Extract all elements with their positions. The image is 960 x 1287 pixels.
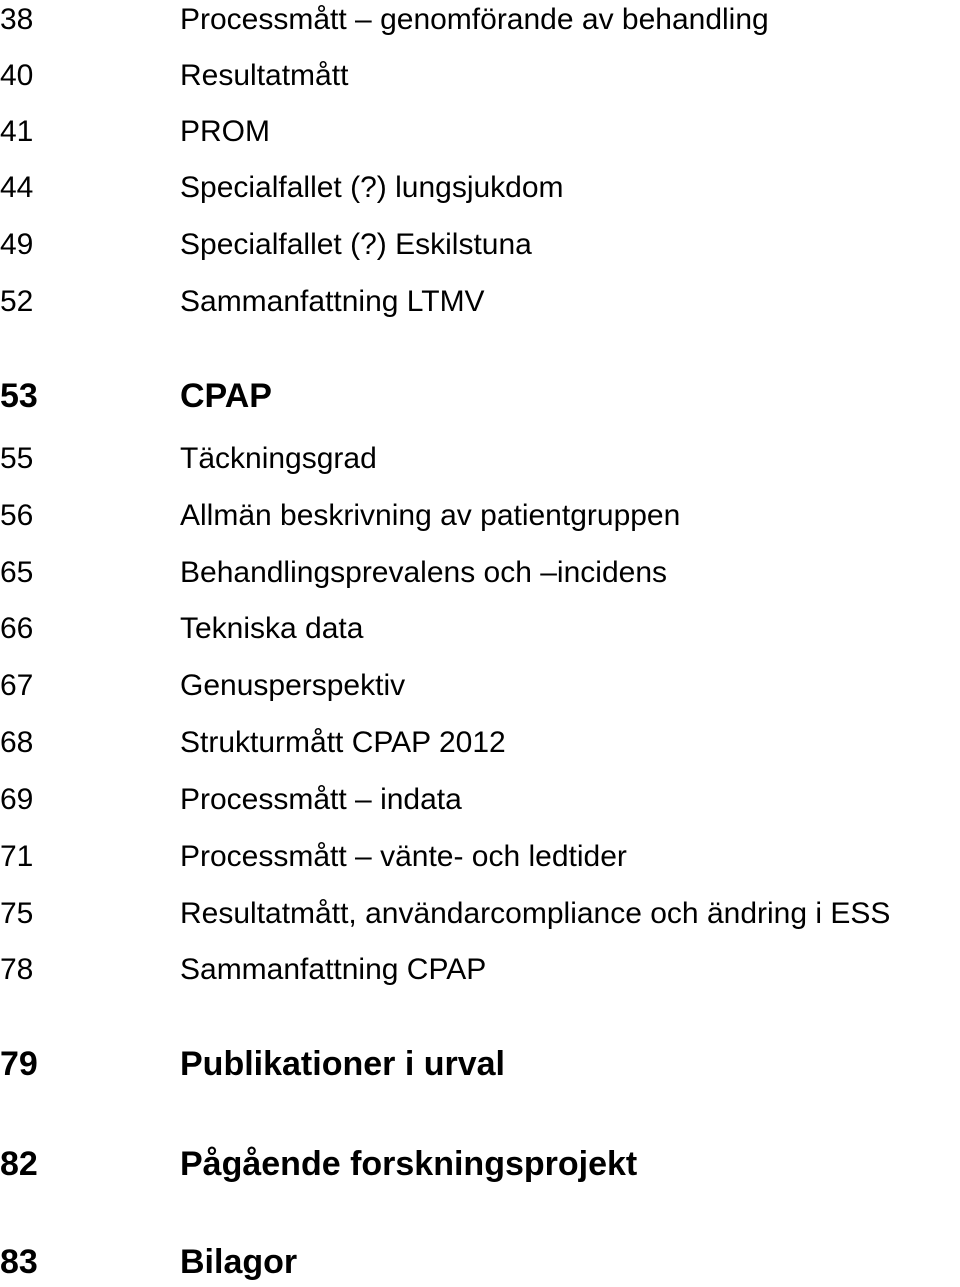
toc-page-number: 79 xyxy=(0,1045,38,1083)
toc-entry xyxy=(0,225,960,265)
toc-entry xyxy=(0,950,960,990)
toc-page-number: 82 xyxy=(0,1145,38,1183)
toc-page-number: 83 xyxy=(0,1243,38,1281)
toc-page-number: 78 xyxy=(0,953,34,986)
toc-entry-title: Täckningsgrad xyxy=(180,442,377,475)
toc-entry xyxy=(0,553,960,593)
toc-entry-title: Resultatmått xyxy=(180,59,349,92)
toc-entry xyxy=(0,496,960,536)
toc-entry-title: Strukturmått CPAP 2012 xyxy=(180,726,506,759)
toc-page-number: 56 xyxy=(0,499,34,532)
toc-page-number: 69 xyxy=(0,783,34,816)
toc-page-number: 66 xyxy=(0,612,34,645)
toc-section-title: Bilagor xyxy=(180,1243,298,1281)
toc-entry xyxy=(0,837,960,877)
toc-entry-title: Processmått – indata xyxy=(180,783,462,816)
toc-page-number: 67 xyxy=(0,669,34,702)
toc-page-number: 75 xyxy=(0,897,34,930)
toc-page-number: 65 xyxy=(0,556,34,589)
toc-entry xyxy=(0,609,960,649)
toc-entry-title: Sammanfattning LTMV xyxy=(180,285,485,318)
toc-page-number: 52 xyxy=(0,285,34,318)
toc-page-number: 41 xyxy=(0,115,34,148)
toc-page-number: 71 xyxy=(0,840,34,873)
toc-entry-title: Tekniska data xyxy=(180,612,364,645)
toc-page-number: 49 xyxy=(0,228,34,261)
toc-entry-title: Specialfallet (?) lungsjukdom xyxy=(180,171,564,204)
toc-section-title: Publikationer i urval xyxy=(180,1045,505,1083)
toc-entry xyxy=(0,282,960,322)
toc-entry xyxy=(0,666,960,706)
toc-section-heading xyxy=(0,1242,960,1282)
toc-page-number: 68 xyxy=(0,726,34,759)
toc-entry-title: PROM xyxy=(180,115,270,148)
toc-entry-title: Resultatmått, användarcompliance och ändring i ESS xyxy=(180,897,891,930)
toc-page-number: 44 xyxy=(0,171,34,204)
toc-entry xyxy=(0,0,960,40)
toc-entry-title: Specialfallet (?) Eskilstuna xyxy=(180,228,532,261)
toc-entry xyxy=(0,894,960,934)
toc-page-number: 40 xyxy=(0,59,34,92)
toc-entry xyxy=(0,723,960,763)
toc-entry xyxy=(0,112,960,152)
toc-entry-title: Processmått – vänte- och ledtider xyxy=(180,840,627,873)
toc-page-number: 53 xyxy=(0,377,38,415)
toc-entry xyxy=(0,168,960,208)
toc-entry xyxy=(0,56,960,96)
toc-entry-title: Sammanfattning CPAP xyxy=(180,953,487,986)
toc-section-title: Pågående forskningsprojekt xyxy=(180,1145,638,1183)
toc-section-title: CPAP xyxy=(180,377,272,415)
toc-entry xyxy=(0,439,960,479)
toc-entry-title: Allmän beskrivning av patientgruppen xyxy=(180,499,681,532)
toc-section-heading xyxy=(0,376,960,416)
toc-entry-title: Genusperspektiv xyxy=(180,669,406,702)
toc-page-number: 55 xyxy=(0,442,34,475)
toc-entry xyxy=(0,780,960,820)
toc-entry-title: Processmått – genomförande av behandling xyxy=(180,3,769,36)
toc-page-number: 38 xyxy=(0,3,34,36)
toc-entry-title: Behandlingsprevalens och –incidens xyxy=(180,556,668,589)
toc-section-heading xyxy=(0,1044,960,1084)
toc-section-heading xyxy=(0,1144,960,1184)
